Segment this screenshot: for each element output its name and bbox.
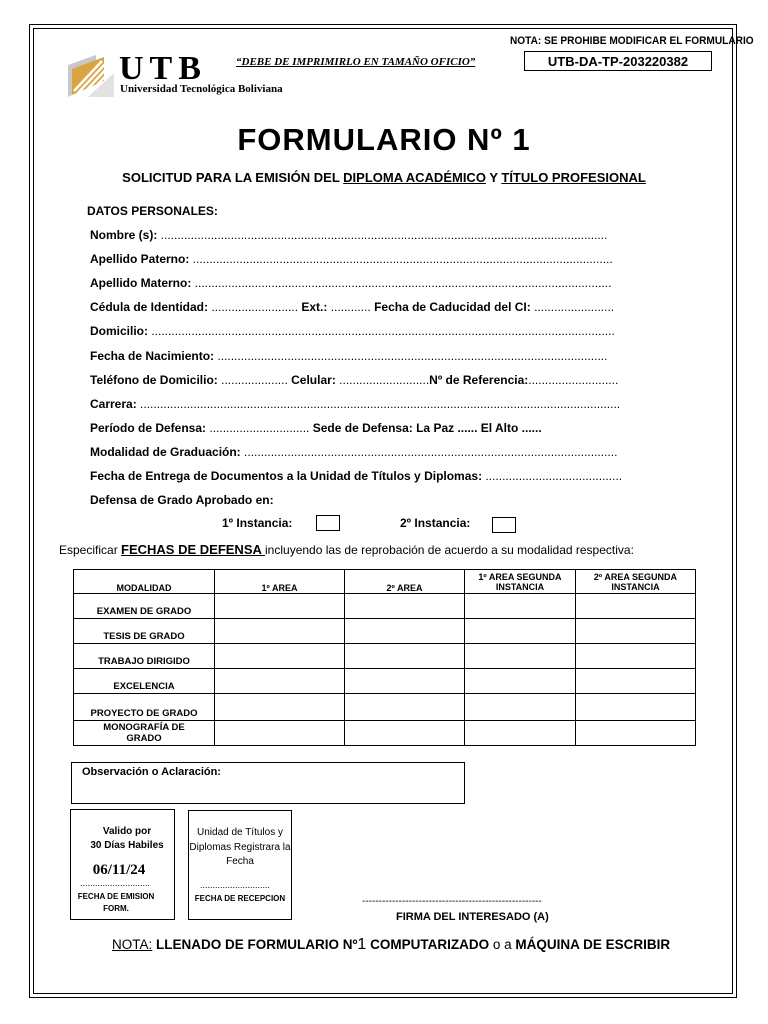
modalidad-cell: EXAMEN DE GRADO	[74, 594, 215, 619]
observacion-label: Observación o Aclaración:	[82, 766, 221, 778]
table-row	[74, 644, 696, 669]
form-title: FORMULARIO Nº 1	[237, 122, 531, 157]
table-row	[74, 694, 696, 721]
emission-date: 06/11/24	[92, 862, 146, 878]
print-instruction: “DEBE DE IMPRIMIRLO EN TAMAÑO OFICIO”	[236, 56, 476, 68]
periodo-defensa-field[interactable]: Período de Defensa: .............................. Sede de Defensa: La Paz ...... El Alto ......	[90, 421, 542, 435]
date-cell[interactable]	[465, 644, 576, 669]
table-header-cell: MODALIDAD	[74, 570, 215, 594]
segunda-instancia-label: 2º Instancia:	[400, 516, 471, 530]
date-cell[interactable]	[215, 644, 345, 669]
signature-line[interactable]: ------------------------------------------------------	[362, 896, 542, 907]
date-cell[interactable]	[576, 694, 696, 721]
date-cell[interactable]	[345, 721, 465, 746]
date-cell[interactable]	[576, 619, 696, 644]
date-cell[interactable]	[465, 669, 576, 694]
segunda-instancia-checkbox[interactable]	[492, 517, 516, 533]
table-header-cell: 2º AREA SEGUNDA INSTANCIA	[576, 570, 696, 594]
bottom-note: NOTA: LLENADO DE FORMULARIO Nº1 COMPUTARIZADO o a MÁQUINA DE ESCRIBIR	[112, 936, 671, 953]
apellido-materno-field[interactable]: Apellido Materno: .............................................................................................................................	[90, 276, 612, 290]
carrera-field[interactable]: Carrera: ................................................................................................................................................	[90, 397, 621, 411]
fecha-entrega-field[interactable]: Fecha de Entrega de Documentos a la Unidad de Títulos y Diplomas: .........................................	[90, 469, 623, 483]
date-cell[interactable]	[576, 669, 696, 694]
date-cell[interactable]	[576, 721, 696, 746]
modalidad-cell: TRABAJO DIRIGIDO	[74, 644, 215, 669]
date-cell[interactable]	[345, 594, 465, 619]
domicilio-field[interactable]: Domicilio: ...........................................................................................................................................	[90, 324, 615, 338]
primera-instancia-label: 1º Instancia:	[222, 516, 293, 530]
emission-date-label: FECHA DE EMISION FORM.	[77, 892, 155, 913]
reception-text: Unidad de Títulos y Diplomas Registrara la Fecha	[189, 827, 291, 867]
form-subtitle: SOLICITUD PARA LA EMISIÓN DEL DIPLOMA ACADÉMICO Y TÍTULO PROFESIONAL	[122, 170, 646, 185]
cedula-field[interactable]: Cédula de Identidad: .......................... Ext.: ............ Fecha de Caducidad del CI: ........................	[90, 300, 615, 314]
fecha-nacimiento-field[interactable]: Fecha de Nacimiento: .....................................................................................................................	[90, 349, 608, 363]
date-cell[interactable]	[215, 721, 345, 746]
modalidad-cell: PROYECTO DE GRADO	[74, 694, 215, 721]
table-row	[74, 669, 696, 694]
date-cell[interactable]	[215, 694, 345, 721]
modalidad-cell: MONOGRAFÍA DE GRADO	[74, 721, 215, 746]
reception-date-line: ............................	[200, 880, 271, 890]
university-name: Universidad Tecnológica Boliviana	[120, 83, 283, 95]
emission-date-line: ............................	[80, 878, 151, 888]
modalidad-cell: EXCELENCIA	[74, 669, 215, 694]
date-cell[interactable]	[576, 594, 696, 619]
telefono-field[interactable]: Teléfono de Domicilio: .................... Celular: ...........................Nº de Referencia:...........................	[90, 373, 619, 387]
prohibition-note: NOTA: SE PROHIBE MODIFICAR EL FORMULARIO	[510, 35, 754, 47]
table-header-row	[74, 570, 696, 594]
apellido-paterno-field[interactable]: Apellido Paterno: ..............................................................................................................................	[90, 252, 613, 266]
date-cell[interactable]	[215, 669, 345, 694]
date-cell[interactable]	[345, 619, 465, 644]
modalidad-field[interactable]: Modalidad de Graduación: ................................................................................................................	[90, 445, 618, 459]
date-cell[interactable]	[465, 721, 576, 746]
modalidad-cell: TESIS DE GRADO	[74, 619, 215, 644]
personal-data-heading: DATOS PERSONALES:	[87, 204, 218, 218]
date-cell[interactable]	[576, 644, 696, 669]
utb-logo-text: UTB	[119, 50, 207, 87]
form-code-box: UTB-DA-TP-203220382	[524, 51, 712, 71]
table-row	[74, 721, 696, 746]
nombre-field[interactable]: Nombre (s): ......................................................................................................................................	[90, 228, 608, 242]
defensa-aprobado-label: Defensa de Grado Aprobado en:	[90, 493, 274, 507]
fechas-defensa-instruction: Especificar FECHAS DE DEFENSA incluyendo las de reprobación de acuerdo a su modalidad respectiva:	[59, 542, 634, 557]
validity-heading: Valido por 30 Días Habiles	[90, 826, 164, 851]
table-header-cell: 1º AREA SEGUNDA INSTANCIA	[465, 570, 576, 594]
primera-instancia-checkbox[interactable]	[316, 515, 340, 531]
signature-label: FIRMA DEL INTERESADO (A)	[396, 911, 549, 923]
date-cell[interactable]	[215, 619, 345, 644]
date-cell[interactable]	[215, 594, 345, 619]
date-cell[interactable]	[465, 694, 576, 721]
date-cell[interactable]	[465, 619, 576, 644]
date-cell[interactable]	[465, 594, 576, 619]
table-row	[74, 594, 696, 619]
utb-logo-icon	[68, 55, 114, 97]
table-header-cell: 2º AREA	[345, 570, 465, 594]
table-header-cell: 1º AREA	[215, 570, 345, 594]
modalidad-table	[73, 569, 696, 746]
observacion-box[interactable]	[71, 762, 465, 804]
date-cell[interactable]	[345, 669, 465, 694]
reception-date-label: FECHA DE RECEPCION	[194, 894, 286, 903]
date-cell[interactable]	[345, 644, 465, 669]
table-row	[74, 619, 696, 644]
date-cell[interactable]	[345, 694, 465, 721]
